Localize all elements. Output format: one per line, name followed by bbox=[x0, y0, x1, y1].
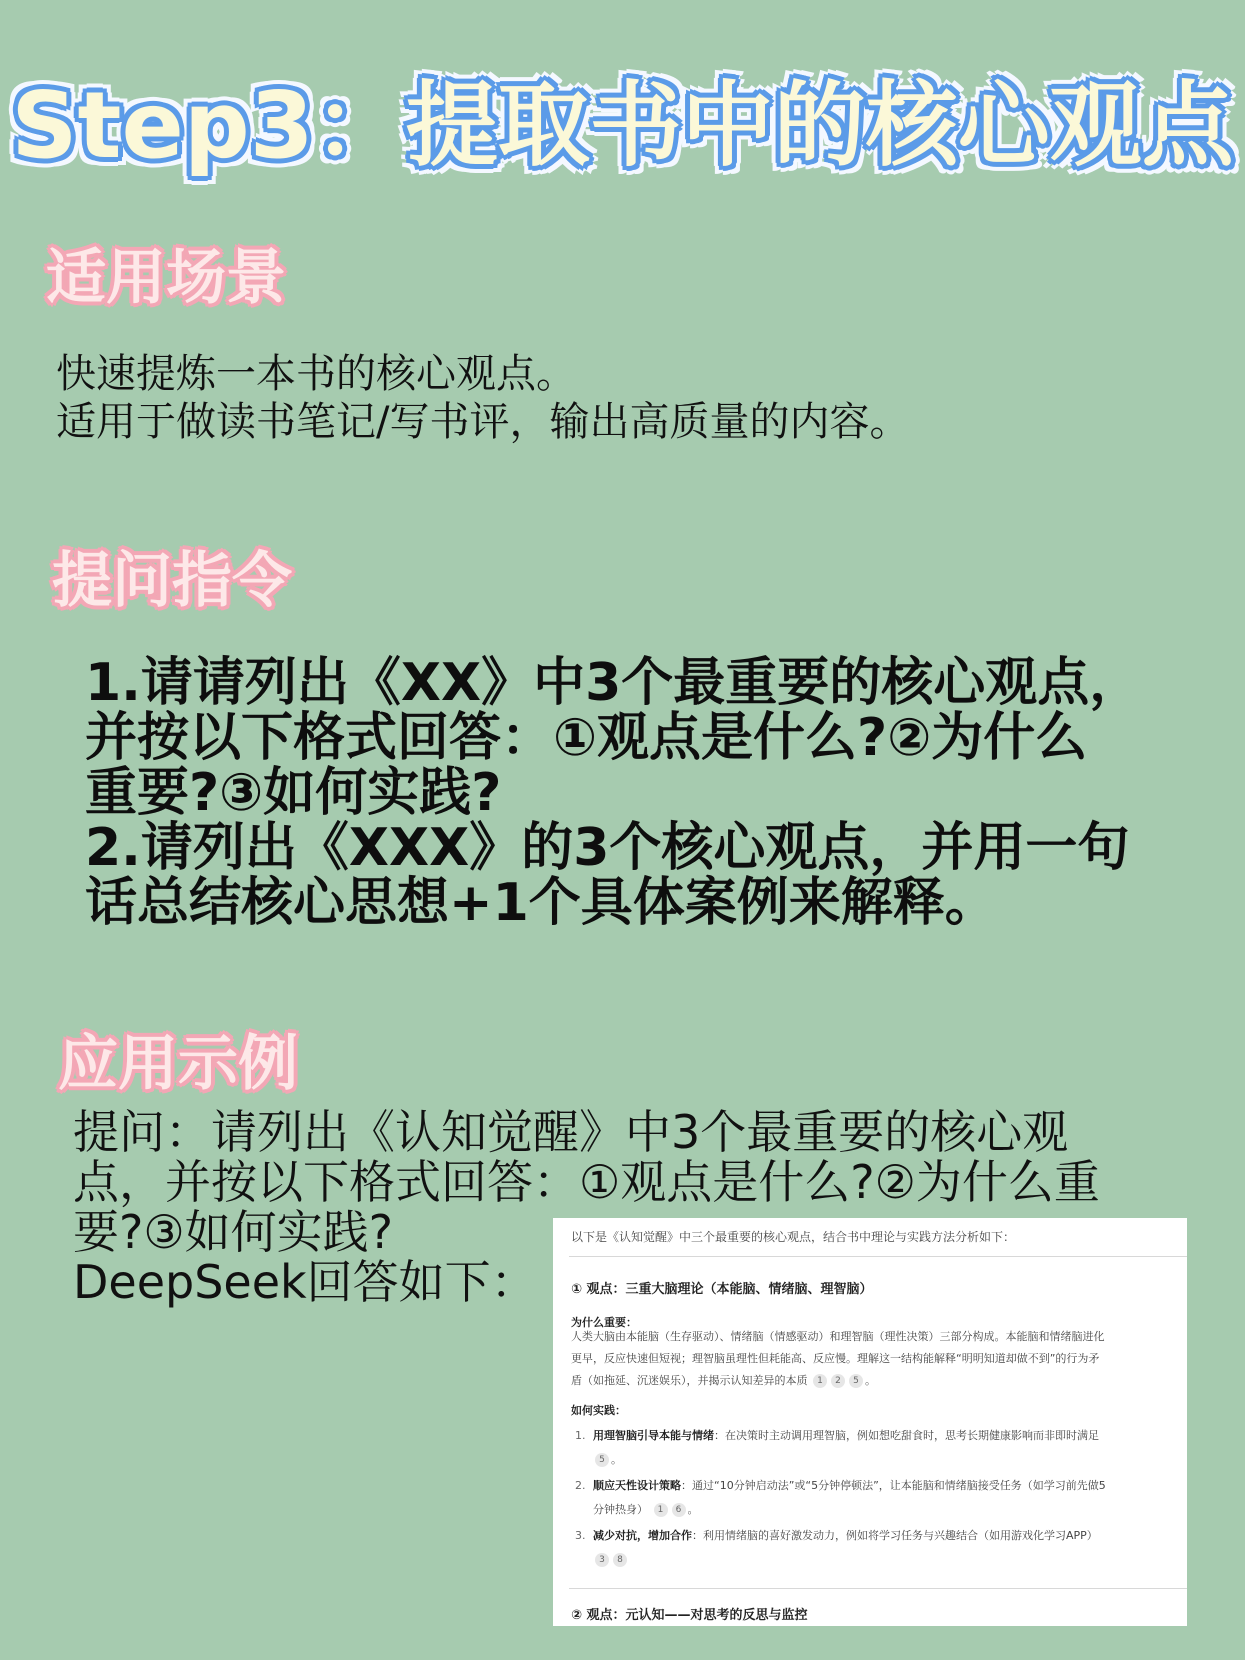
list-item-text: ：利用情绪脑的喜好激发动力，例如将学习任务与兴趣结合（如用游戏化学习APP） bbox=[692, 1529, 1098, 1542]
prompt-line: 1.请请列出《XX》中3个最重要的核心观点， bbox=[85, 653, 1142, 713]
how-label: 如何实践： bbox=[571, 1404, 626, 1417]
citation-badge[interactable]: 1 bbox=[813, 1374, 827, 1388]
scenario-line: 适用于做读书笔记/写书评，输出高质量的内容。 bbox=[56, 399, 910, 445]
citation-badge[interactable]: 3 bbox=[595, 1553, 609, 1567]
citation-badge[interactable]: 6 bbox=[672, 1503, 686, 1517]
deepseek-answer-screenshot bbox=[553, 1218, 1187, 1626]
prompt-line: 重要?③如何实践? bbox=[85, 763, 502, 823]
example-line: 点，并按以下格式回答：①观点是什么?②为什么重 bbox=[73, 1155, 1100, 1209]
list-item: 1. 用理智脑引导本能与情绪：在决策时主动调用理智脑，例如想吃甜食时，思考长期健康影响而非即时满足 5 。 bbox=[575, 1424, 1099, 1472]
citation-badge[interactable]: 8 bbox=[613, 1553, 627, 1567]
list-number: 3. bbox=[575, 1529, 586, 1542]
why-line: 盾（如拖延、沉迷娱乐），并揭示认知差异的本质 bbox=[571, 1374, 808, 1387]
point1-title: ① 观点：三重大脑理论（本能脑、情绪脑、理智脑） bbox=[571, 1282, 873, 1297]
why-label: 为什么重要： bbox=[571, 1316, 637, 1329]
list-item bbox=[575, 1524, 1098, 1572]
why-line: 人类大脑由本能脑（生存驱动）、情绪脑（情感驱动）和理智脑（理性决策）三部分构成。本能脑和情绪脑进化 bbox=[571, 1330, 1105, 1343]
point2-title: ② 观点：元认知——对思考的反思与监控 bbox=[571, 1608, 808, 1623]
list-number: 1. bbox=[575, 1429, 586, 1442]
prompt-line: 2.请列出《XXX》的3个核心观点，并用一句 bbox=[85, 818, 1130, 878]
section-heading-prompt: 提问指令 bbox=[52, 546, 292, 616]
list-item-bold: 用理智脑引导本能与情绪 bbox=[593, 1429, 714, 1442]
list-item-text: 分钟热身） bbox=[593, 1503, 648, 1516]
why-paragraph bbox=[571, 1326, 1105, 1392]
scenario-text bbox=[56, 350, 909, 446]
prompt-line: 并按以下格式回答：①观点是什么?②为什么 bbox=[85, 708, 1088, 768]
list-number: 2. bbox=[575, 1479, 586, 1492]
citation-badge[interactable]: 5 bbox=[595, 1453, 609, 1467]
example-line: DeepSeek回答如下： bbox=[73, 1255, 537, 1309]
divider bbox=[569, 1588, 1187, 1589]
section-heading-example: 应用示例 bbox=[58, 1029, 298, 1099]
example-line: 要?③如何实践? bbox=[73, 1205, 394, 1259]
list-item-bold: 顺应天性设计策略 bbox=[593, 1479, 681, 1492]
citation-badge[interactable]: 1 bbox=[654, 1503, 668, 1517]
why-line: 更早，反应快速但短视；理智脑虽理性但耗能高、反应慢。理解这一结构能解释“明明知道却做不到”的行为矛 bbox=[571, 1352, 1100, 1365]
citation-badge[interactable]: 5 bbox=[849, 1374, 863, 1388]
scenario-line: 快速提炼一本书的核心观点。 bbox=[56, 351, 576, 397]
list-item: 2. 顺应天性设计策略：通过“10分钟启动法”或“5分钟停顿法”，让本能脑和情绪脑接受任务（如学习前先做5 分钟热身） 1 6 。 bbox=[575, 1474, 1106, 1522]
section-heading-scenario: 适用场景 bbox=[46, 243, 286, 313]
page-title: Step3：提取书中的核心观点 bbox=[11, 72, 1234, 179]
example-line: 提问：请列出《认知觉醒》中3个最重要的核心观 bbox=[73, 1105, 1069, 1159]
answer-intro: 以下是《认知觉醒》中三个最重要的核心观点，结合书中理论与实践方法分析如下： bbox=[571, 1230, 1016, 1244]
why-line-last: 盾（如拖延、沉迷娱乐），并揭示认知差异的本质 1 2 5 。 bbox=[571, 1374, 876, 1387]
prompt-line: 话总结核心思想+1个具体案例来解释。 bbox=[85, 873, 997, 933]
citation-badge[interactable]: 2 bbox=[831, 1374, 845, 1388]
list-item-text: ：通过“10分钟启动法”或“5分钟停顿法”，让本能脑和情绪脑接受任务（如学习前先做5 bbox=[681, 1479, 1106, 1492]
divider bbox=[569, 1256, 1187, 1257]
list-item-text: ：在决策时主动调用理智脑，例如想吃甜食时，思考长期健康影响而非即时满足 bbox=[714, 1429, 1099, 1442]
prompt-text bbox=[85, 653, 1142, 933]
list-item-bold: 减少对抗，增加合作 bbox=[593, 1529, 692, 1542]
